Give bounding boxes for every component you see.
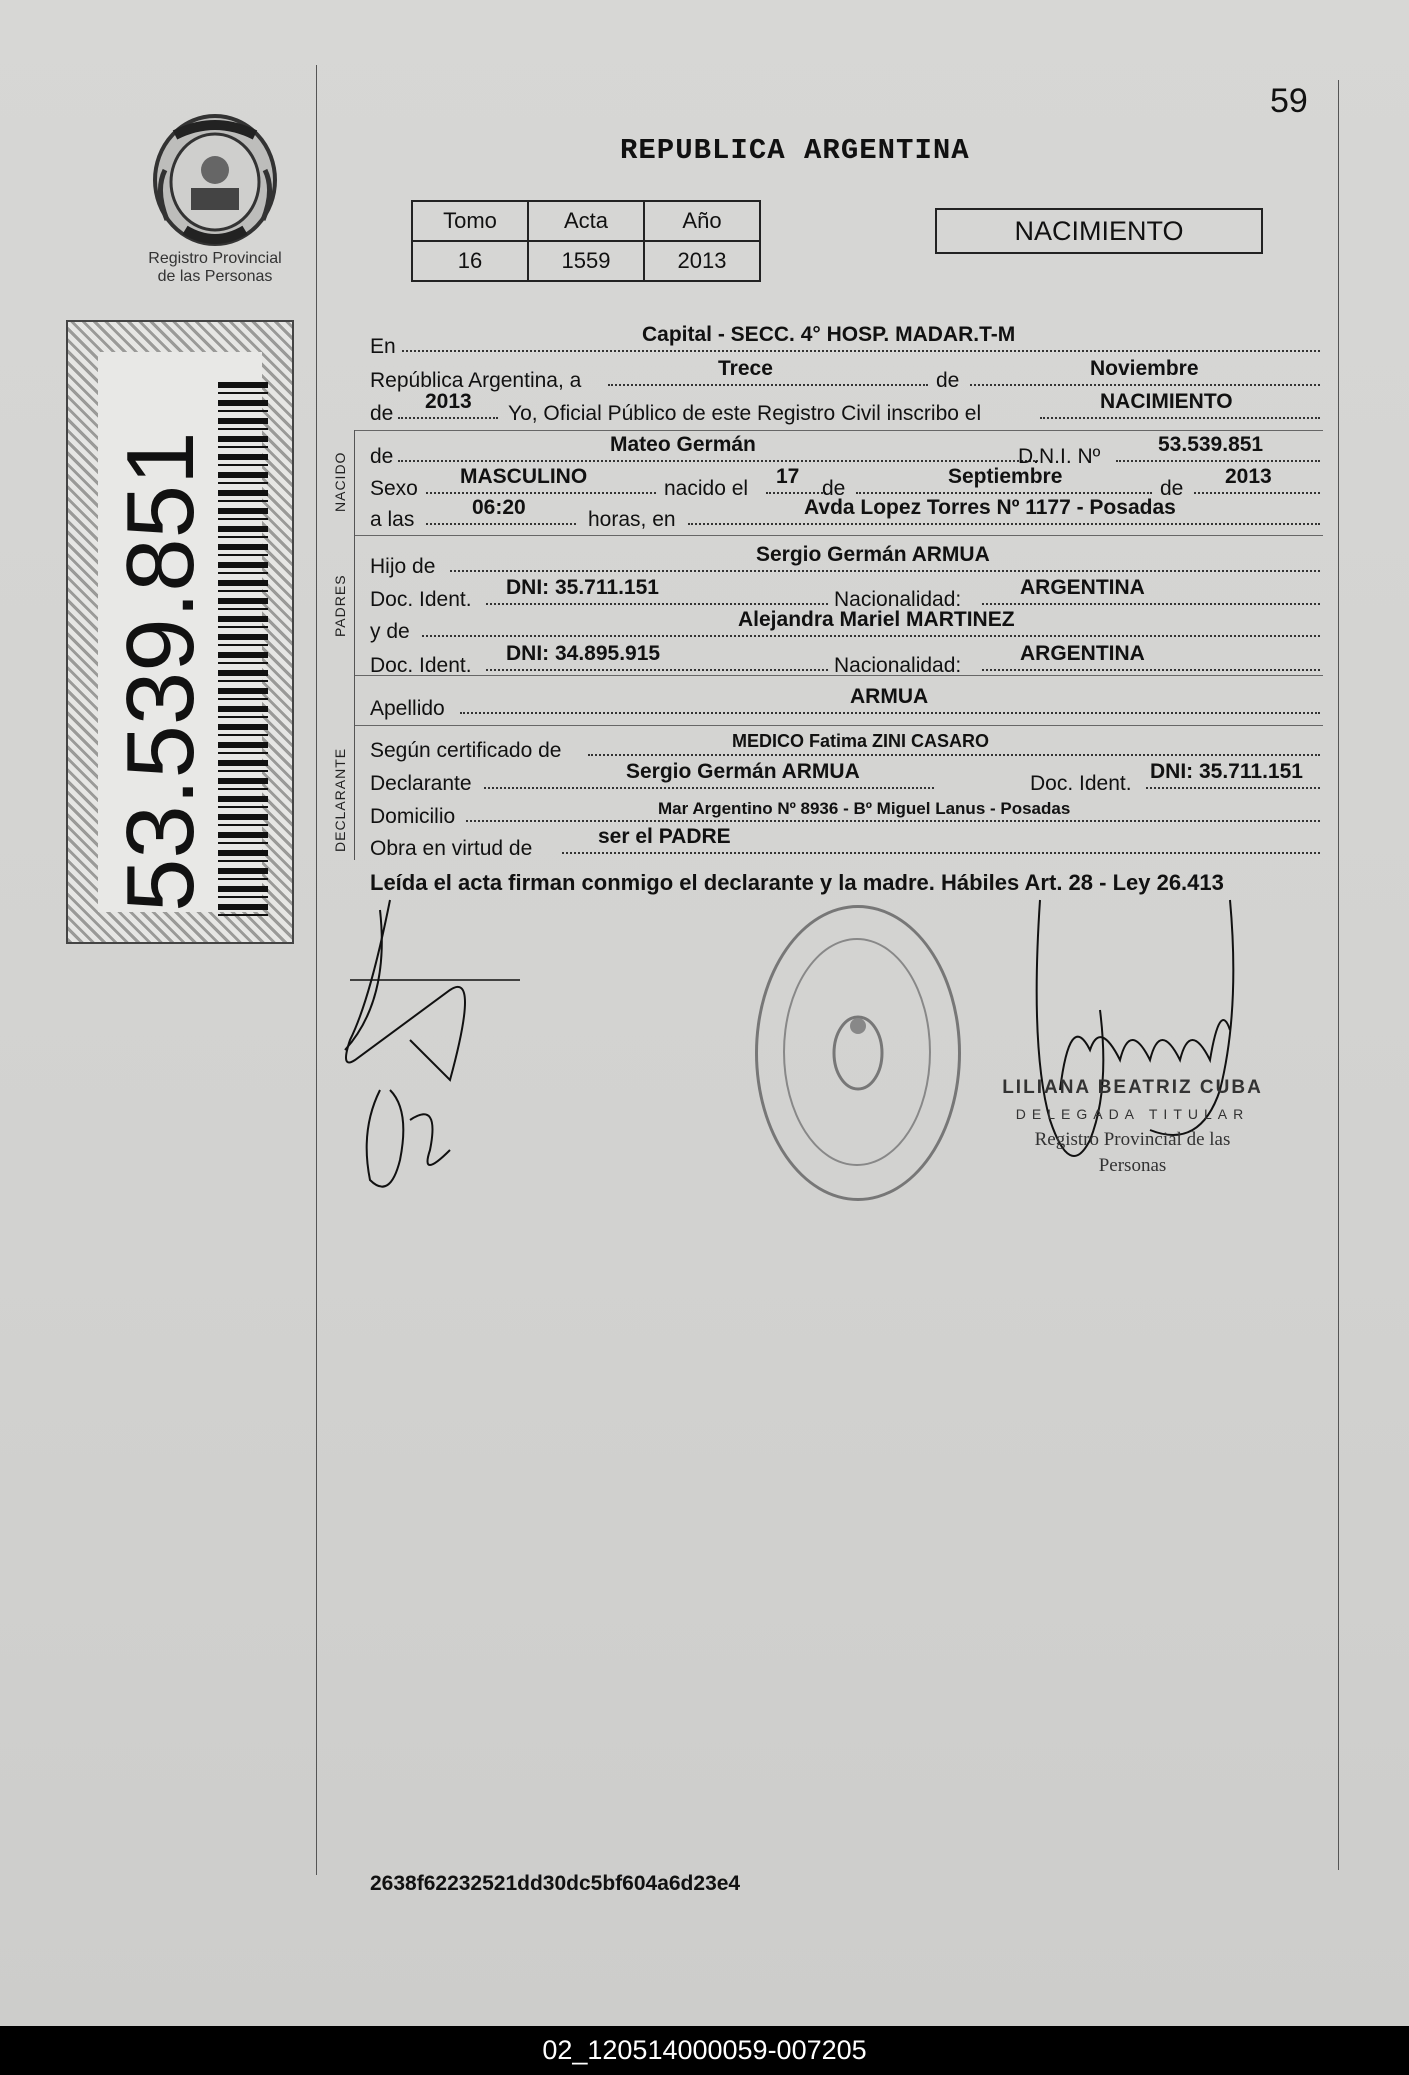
registry-name <box>130 250 300 286</box>
value-anio: 2013 <box>644 241 760 281</box>
row-certificado <box>370 731 1320 762</box>
row-hora <box>370 496 1320 531</box>
field-label: Domicilio <box>370 805 456 828</box>
right-margin-line <box>1338 80 1339 1870</box>
field-value-place: Capital - SECC. 4° HOSP. MADAR.T-M <box>642 323 1016 346</box>
tomo-acta-table <box>411 200 761 282</box>
field-label: Obra en virtud de <box>370 837 533 860</box>
field-label: de <box>1160 477 1184 500</box>
field-value-birth-year: 2013 <box>1225 465 1272 488</box>
field-value-mother: Alejandra Mariel MARTINEZ <box>738 608 1015 631</box>
side-label-nacido: NACIDO <box>332 451 348 512</box>
field-value-father-doc: DNI: 35.711.151 <box>506 576 659 599</box>
field-label: Declarante <box>370 772 472 795</box>
field-label: Doc. Ident. <box>370 588 472 611</box>
page-number: 59 <box>1270 82 1308 120</box>
id-number: 53.539.851 <box>107 431 214 912</box>
field-value-time: 06:20 <box>472 496 526 519</box>
document-hash: 2638f62232521dd30dc5bf604a6d23e4 <box>370 1872 741 1895</box>
field-value-birth-day: 17 <box>776 465 800 488</box>
row-nombre <box>370 433 1320 468</box>
field-value-reason: ser el PADRE <box>598 825 731 848</box>
official-stamp <box>755 905 961 1201</box>
field-label: Yo, Oficial Público de este Registro Civil inscribo el <box>508 402 982 425</box>
row-en <box>370 323 1320 358</box>
footer-id-bar: 02_120514000059-007205 <box>0 2026 1409 2075</box>
field-value-day: Trece <box>718 357 773 380</box>
official-title: DELEGADA TITULAR <box>1015 1106 1250 1122</box>
table-header-row <box>412 201 760 241</box>
field-label: Apellido <box>370 697 445 720</box>
field-value-mother-nationality: ARGENTINA <box>1020 642 1145 665</box>
row-apellido <box>370 685 1320 720</box>
field-label: nacido el <box>664 477 749 500</box>
field-label: de <box>822 477 846 500</box>
document-title: REPUBLICA ARGENTINA <box>620 134 970 167</box>
row-madre-doc <box>370 642 1320 677</box>
left-margin-line <box>316 65 317 1875</box>
registry-line-1: Registro Provincial <box>148 250 282 267</box>
field-label: de <box>370 402 394 425</box>
field-label: horas, en <box>588 508 676 531</box>
id-number-band <box>66 320 294 944</box>
row-domicilio <box>370 800 1320 826</box>
misiones-emblem-icon <box>145 110 285 250</box>
section-divider <box>354 430 1323 431</box>
record-type-box: NACIMIENTO <box>935 208 1263 254</box>
field-label: En <box>370 335 396 358</box>
coat-of-arms-icon <box>828 1008 888 1098</box>
field-value-dni: 53.539.851 <box>1158 433 1264 456</box>
official-org: Registro Provincial de las Personas <box>1034 1129 1231 1176</box>
row-fecha <box>370 357 1320 392</box>
field-value-name: Mateo Germán <box>610 433 756 456</box>
section-rule <box>354 430 355 860</box>
header-anio: Año <box>644 201 760 241</box>
field-value-father-nationality: ARGENTINA <box>1020 576 1145 599</box>
value-acta: 1559 <box>528 241 644 281</box>
header-acta: Acta <box>528 201 644 241</box>
field-label: República Argentina, a <box>370 369 582 392</box>
header-tomo: Tomo <box>412 201 528 241</box>
value-tomo: 16 <box>412 241 528 281</box>
field-label: Nacionalidad: <box>834 654 962 677</box>
side-label-declarante: DECLARANTE <box>332 747 348 852</box>
field-label: Doc. Ident. <box>1030 772 1132 795</box>
field-label: a las <box>370 508 415 531</box>
field-value-certificate: MEDICO Fatima ZINI CASARO <box>732 731 990 751</box>
field-label: Según certificado de <box>370 739 562 762</box>
field-label: Doc. Ident. <box>370 654 472 677</box>
field-value-birth-month: Septiembre <box>948 465 1063 488</box>
row-madre <box>370 608 1320 643</box>
field-value-surname: ARMUA <box>850 685 929 708</box>
official-name: LILIANA BEATRIZ CUBA <box>1002 1077 1263 1098</box>
row-inscribo <box>370 390 1320 425</box>
field-value-year: 2013 <box>425 390 472 413</box>
declarant-signature <box>330 880 530 1220</box>
field-value-mother-doc: DNI: 34.895.915 <box>506 642 661 665</box>
row-padre-doc <box>370 576 1320 611</box>
field-label: y de <box>370 620 410 643</box>
field-value-address: Mar Argentino Nº 8936 - Bº Miguel Lanus - Posadas <box>658 799 1071 818</box>
table-row <box>412 241 760 281</box>
row-declarante <box>370 760 1320 795</box>
field-label: Sexo <box>370 477 418 500</box>
registry-line-2: de las Personas <box>157 268 273 285</box>
official-name-block <box>1000 1075 1265 1179</box>
field-value-sex: MASCULINO <box>460 465 588 488</box>
field-value-birth-place: Avda Lopez Torres Nº 1177 - Posadas <box>804 496 1176 519</box>
closing-note: Leída el acta firman conmigo el declarante y la madre. Hábiles Art. 28 - Ley 26.413 <box>370 870 1224 895</box>
field-value-declarant-doc: DNI: 35.711.151 <box>1150 760 1303 783</box>
field-value-act: NACIMIENTO <box>1100 390 1233 413</box>
barcode <box>218 382 268 922</box>
field-value-father: Sergio Germán ARMUA <box>756 543 990 566</box>
row-padre <box>370 543 1320 578</box>
field-value-declarant: Sergio Germán ARMUA <box>626 760 860 783</box>
section-divider <box>354 535 1323 536</box>
field-value-month: Noviembre <box>1090 357 1199 380</box>
field-label: de <box>370 445 394 468</box>
field-label: Nacionalidad: <box>834 588 962 611</box>
side-label-padres: PADRES <box>332 574 348 637</box>
row-obra <box>370 825 1320 860</box>
field-label: Hijo de <box>370 555 436 578</box>
field-label: de <box>936 369 960 392</box>
section-divider <box>354 725 1323 726</box>
field-label: D.N.I. Nº <box>1018 445 1101 468</box>
